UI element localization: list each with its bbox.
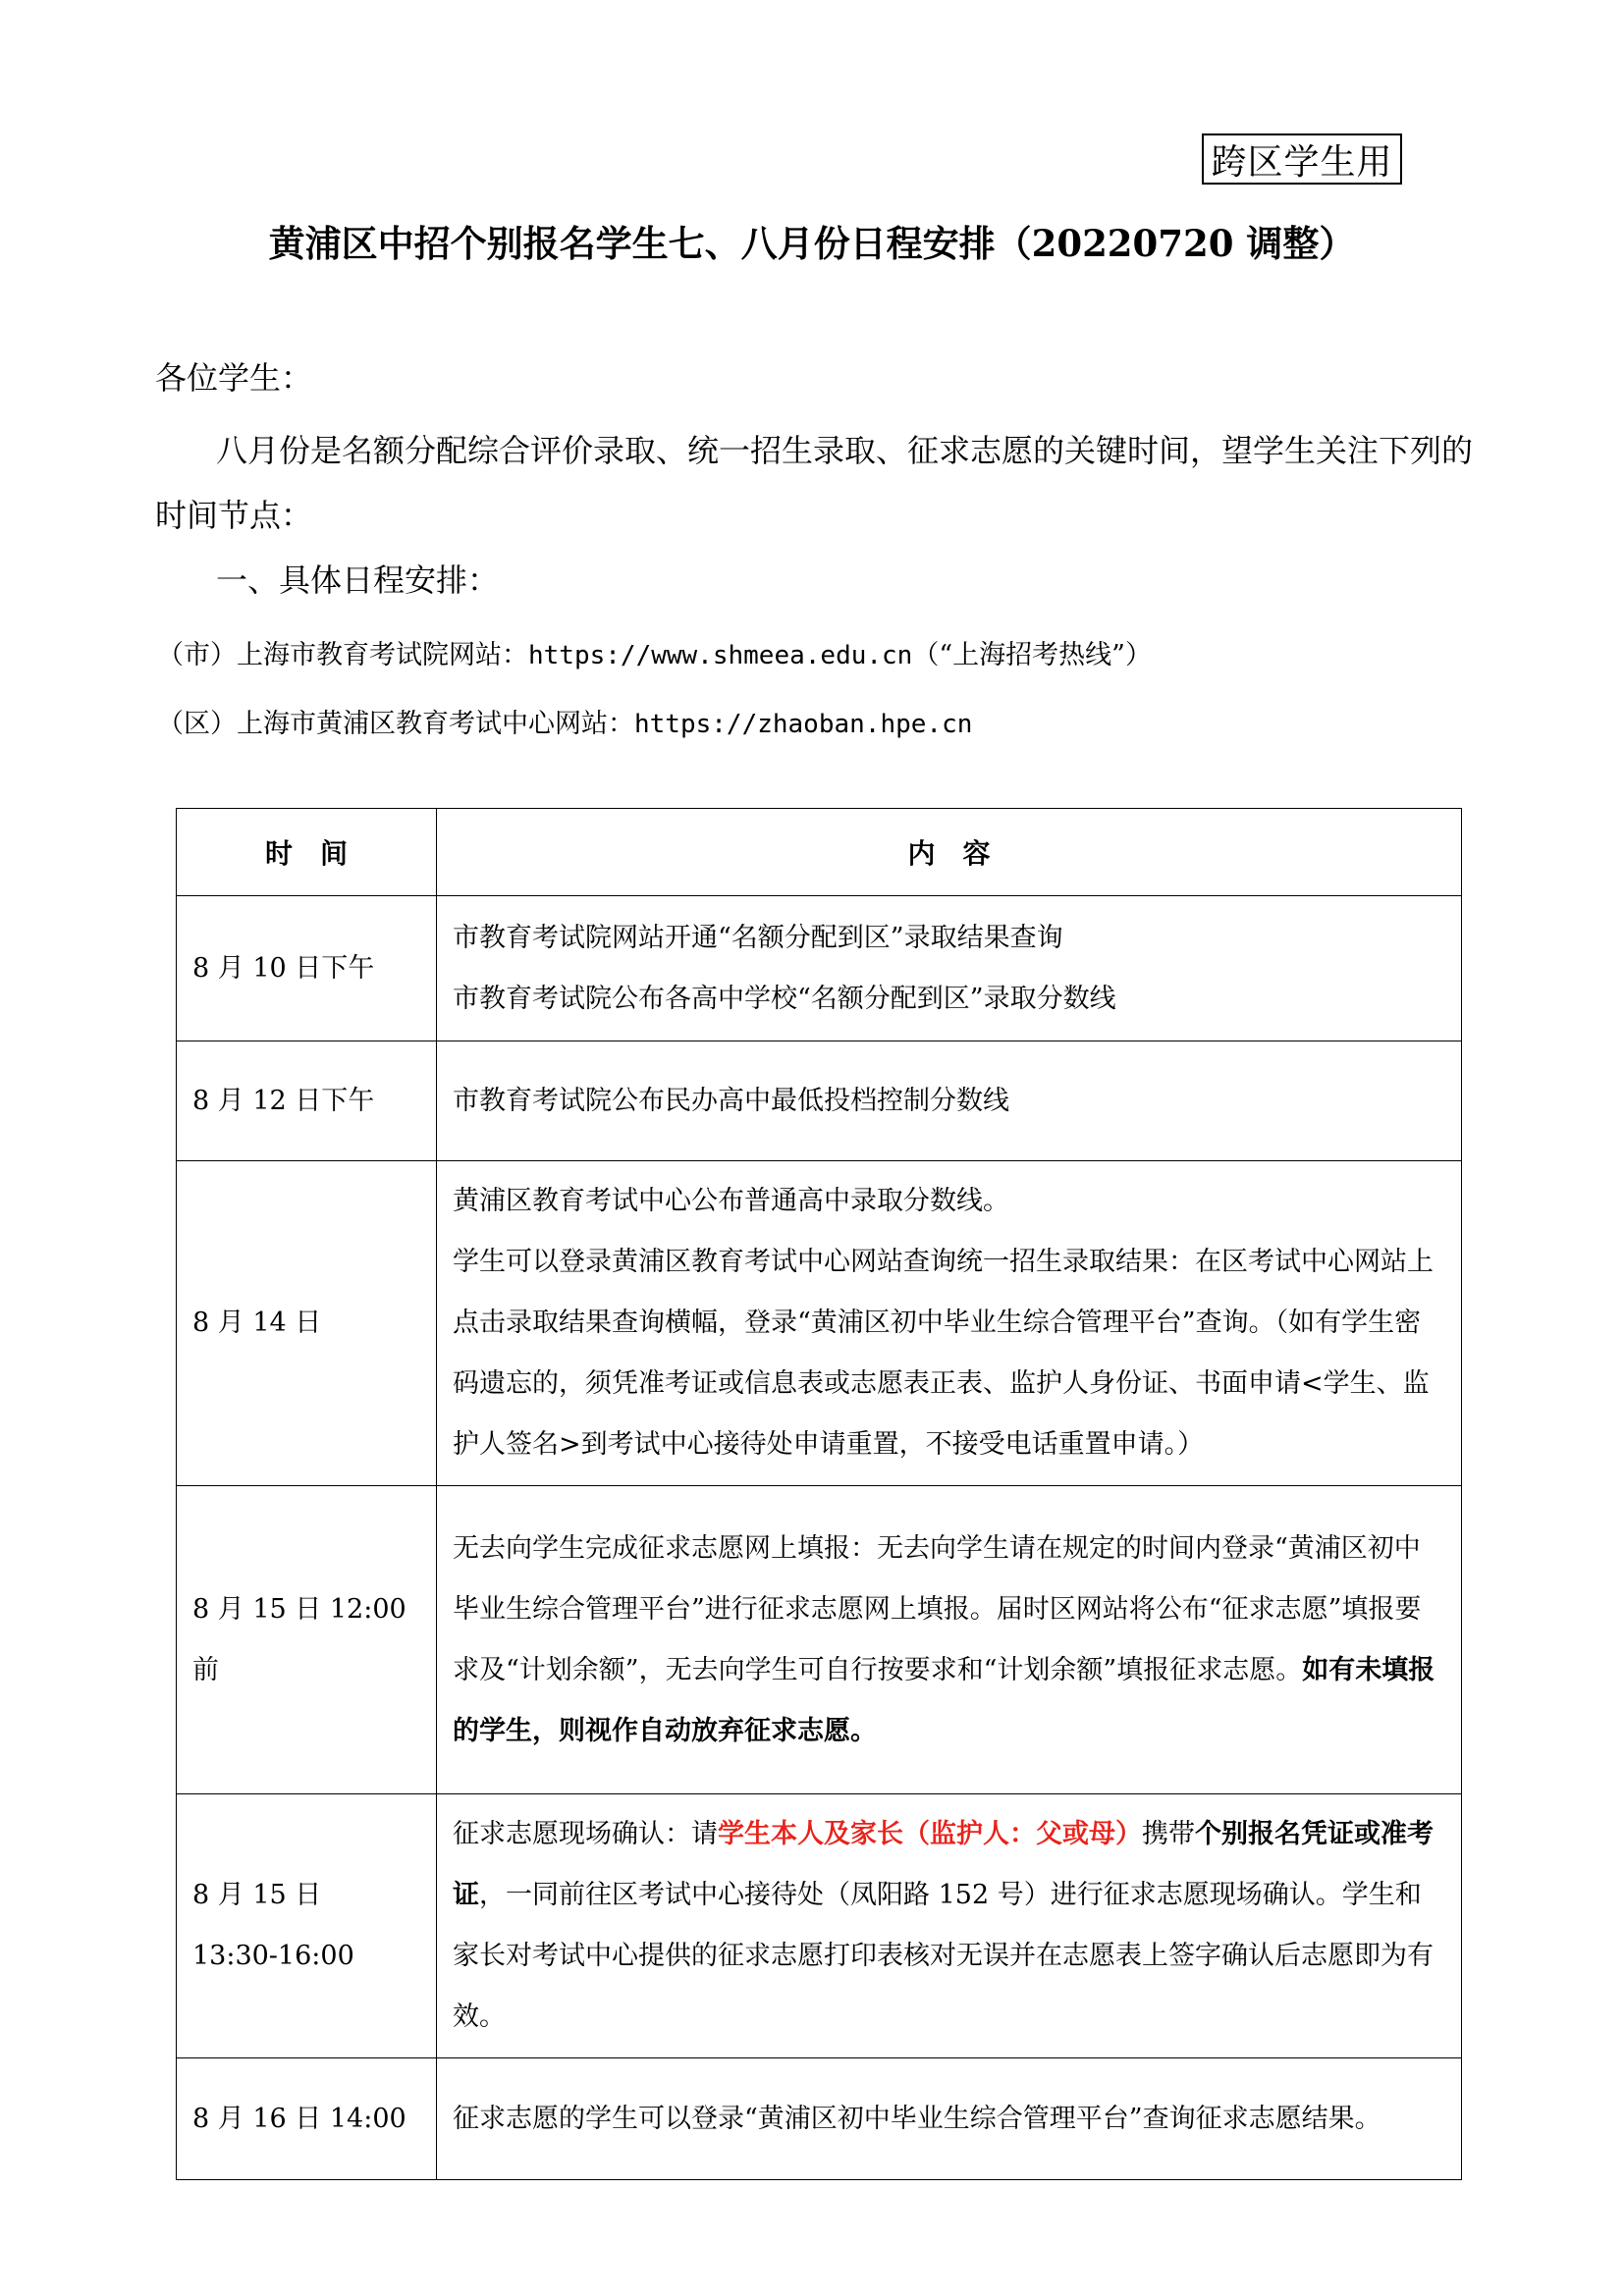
table-row [177, 1794, 1462, 2058]
header-content: 内 容 [437, 809, 1462, 896]
district-site-line [157, 702, 972, 740]
content-text: 携带 [1142, 1819, 1195, 1849]
header-time: 时 间 [177, 809, 437, 896]
row-time: 8 月 10 日下午 [177, 896, 437, 1041]
city-site-line [157, 633, 1152, 671]
content-highlight-red: 学生本人及家长（监护人：父或母） [718, 1819, 1142, 1849]
row-content [437, 1041, 1462, 1161]
row-time: 8 月 15 日 12:00 前 [177, 1486, 437, 1794]
schedule-table [176, 808, 1462, 2180]
row-time: 8 月 14 日 [177, 1161, 437, 1486]
city-site-link[interactable]: https://www.shmeea.edu.cn [528, 641, 913, 670]
row-content [437, 2058, 1462, 2180]
content-line: 学生可以登录黄浦区教育考试中心网站查询统一招生录取结果：在区考试中心网站上点击录取结果查询横幅，登录“黄浦区初中毕业生综合管理平台”查询。（如有学生密码遗忘的，须凭准考证或信息表或志愿表正表、监护人身份证、书面申请<学生、监护人签名>到考试中心接待处申请重置，不接受电话重置申请。） [453, 1247, 1434, 1460]
row-content [437, 1161, 1462, 1486]
content-text: 征求志愿现场确认：请 [453, 1819, 718, 1849]
content-line: 征求志愿的学生可以登录“黄浦区初中毕业生综合管理平台”查询征求志愿结果。 [453, 2103, 1381, 2134]
row-content [437, 1486, 1462, 1794]
row-content [437, 896, 1462, 1041]
audience-stamp: 跨区学生用 [1202, 133, 1402, 185]
row-content [437, 1794, 1462, 2058]
intro-paragraph: 八月份是名额分配综合评价录取、统一招生录取、征求志愿的关键时间，望学生关注下列的时间节点： [155, 432, 1474, 534]
content-text: ，一同前往区考试中心接待处（凤阳路 152 号）进行征求志愿现场确认。学生和家长对考试中心提供的征求志愿打印表核对无误并在志愿表上签字确认后志愿即为有效。 [453, 1880, 1434, 2032]
content-highlight-bold: 个别报名凭证或准考证 [453, 1819, 1434, 1910]
page-title: 黄浦区中招个别报名学生七、八月份日程安排（20220720 调整） [268, 222, 1356, 265]
table-row [177, 1041, 1462, 1161]
table-row [177, 2058, 1462, 2180]
row-time: 8 月 12 日下午 [177, 1041, 437, 1161]
content-text: 无去向学生完成征求志愿网上填报：无去向学生请在规定的时间内登录“黄浦区初中毕业生综合管理平台”进行征求志愿网上填报。届时区网站将公布“征求志愿”填报要求及“计划余额”，无去向学生可自行按要求和“计划余额”填报征求志愿。 [453, 1532, 1422, 1685]
content-line: 市教育考试院网站开通“名额分配到区”录取结果查询 [453, 922, 1063, 953]
content-line: 黄浦区教育考试中心公布普通高中录取分数线。 [453, 1186, 1009, 1216]
row-time: 8 月 16 日 14:00 [177, 2058, 437, 2180]
table-header-row [177, 809, 1462, 896]
content-warning: 如有未填报的学生，则视作自动放弃征求志愿。 [453, 1654, 1435, 1746]
table-row [177, 896, 1462, 1041]
table-row [177, 1161, 1462, 1486]
greeting: 各位学生： [155, 359, 313, 397]
city-site-label: （市）上海市教育考试院网站： [157, 640, 528, 670]
content-line: 市教育考试院公布各高中学校“名额分配到区”录取分数线 [453, 983, 1116, 1014]
city-site-note: （“上海招考热线”） [912, 640, 1152, 670]
row-time-date: 8 月 15 日 [192, 1880, 322, 1910]
row-time [177, 1794, 437, 2058]
section-heading: 一、具体日程安排： [216, 561, 500, 599]
content-line: 市教育考试院公布民办高中最低投档控制分数线 [453, 1085, 1009, 1116]
district-site-link[interactable]: https://zhaoban.hpe.cn [634, 710, 973, 739]
table-row [177, 1486, 1462, 1794]
row-time-range: 13:30-16:00 [192, 1941, 354, 1971]
district-site-label: （区）上海市黄浦区教育考试中心网站： [157, 709, 634, 739]
